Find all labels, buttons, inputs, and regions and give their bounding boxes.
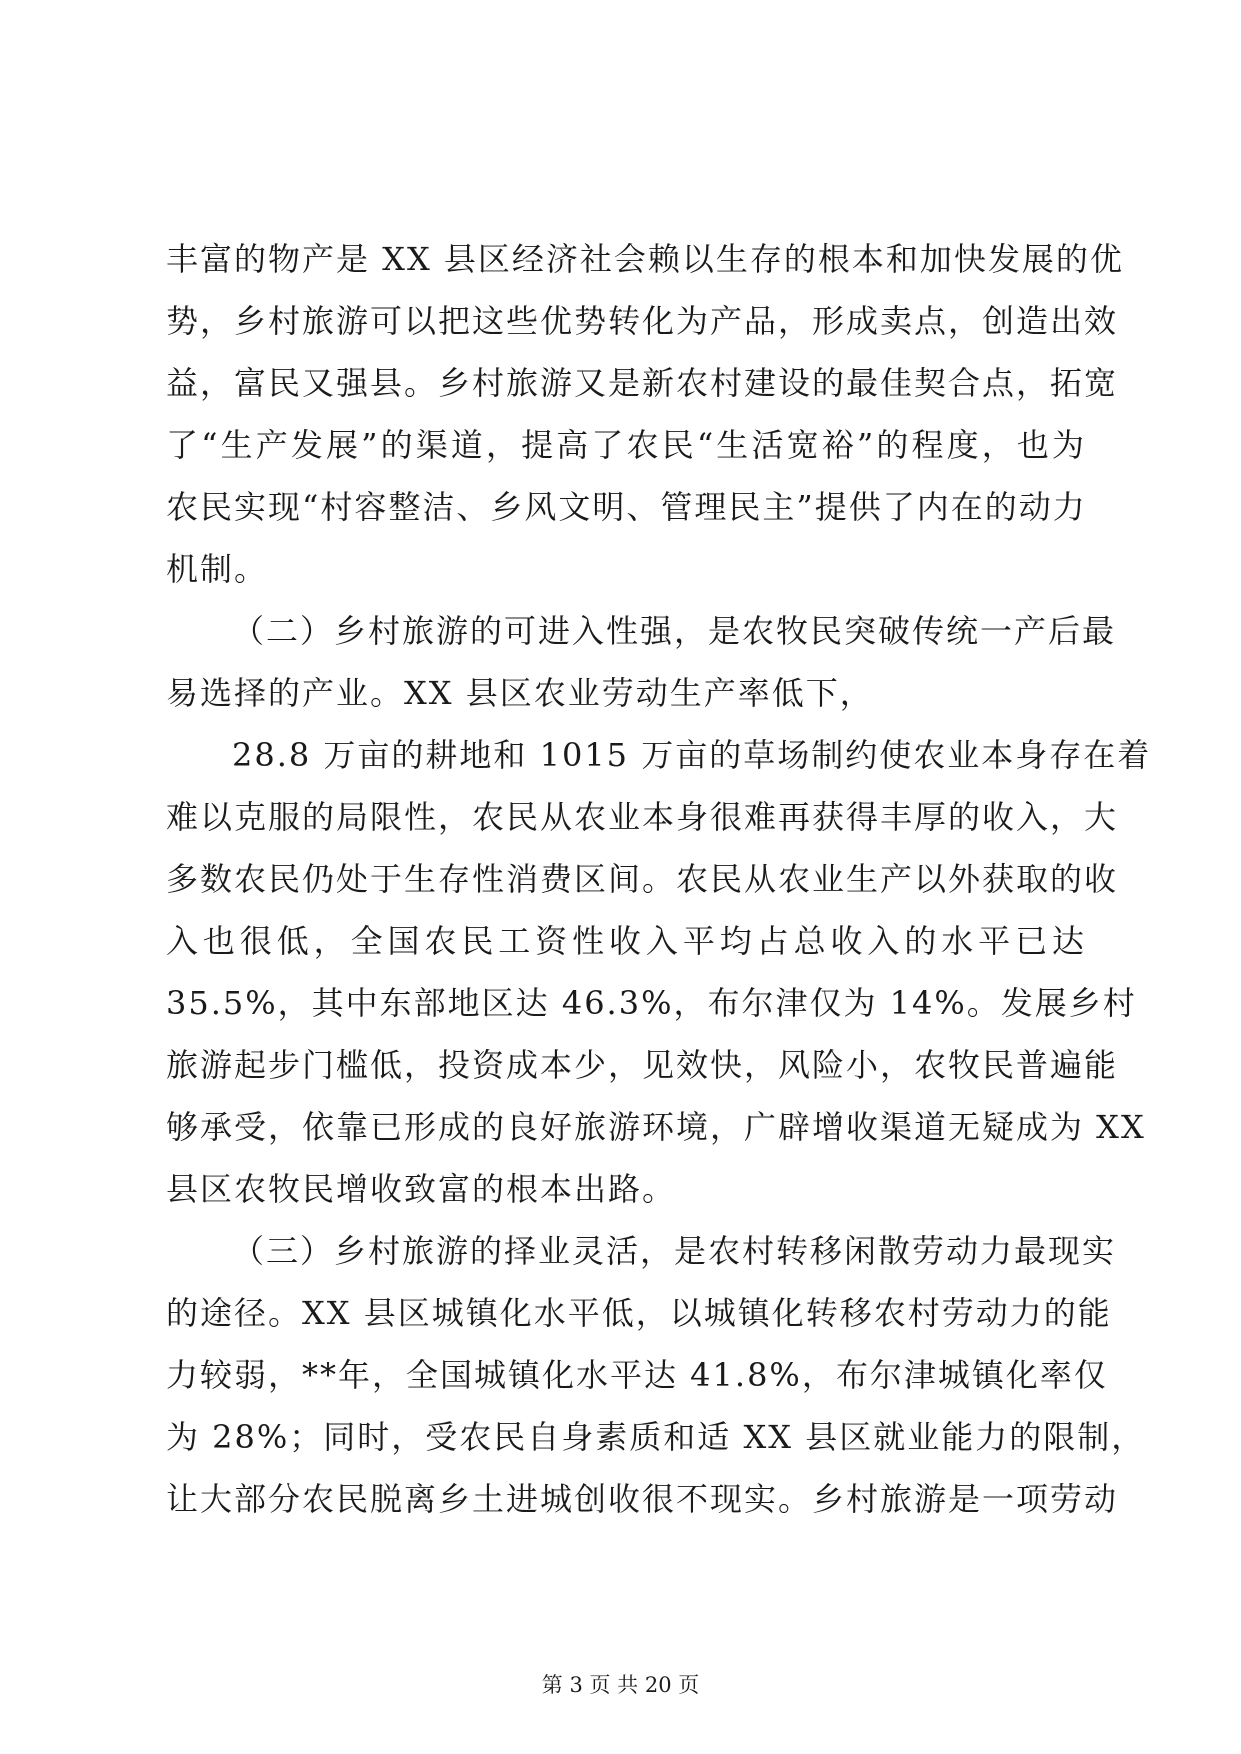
text-line: 易选择的产业。XX 县区农业劳动生产率低下， <box>166 674 874 712</box>
text-line: 益，富民又强县。乡村旅游又是新农村建设的最佳契合点，拓宽 <box>166 364 1119 402</box>
text-line: 多数农民仍处于生存性消费区间。农民从农业生产以外获取的收 <box>166 860 1119 898</box>
text-line: （二）乡村旅游的可进入性强，是农牧民突破传统一产后最 <box>232 612 1117 650</box>
text-line: 势，乡村旅游可以把这些优势转化为产品，形成卖点，创造出效 <box>166 302 1119 340</box>
text-line: 难以克服的局限性，农民从农业本身很难再获得丰厚的收入，大 <box>166 798 1119 836</box>
text-line: 丰富的物产是 XX 县区经济社会赖以生存的根本和加快发展的优 <box>166 240 1124 278</box>
text-line: 机制。 <box>166 550 269 588</box>
text-line: 力较弱，**年，全国城镇化水平达 41.8%，布尔津城镇化率仅 <box>166 1356 1108 1394</box>
text-line: 为 28%；同时，受农民自身素质和适 XX 县区就业能力的限制， <box>166 1418 1146 1456</box>
text-line: 够承受，依靠已形成的良好旅游环境，广辟增收渠道无疑成为 XX <box>166 1108 1146 1146</box>
text-line: 农民实现“村容整洁、乡风文明、管理民主”提供了内在的动力 <box>166 488 1087 526</box>
body-text <box>166 228 1152 1530</box>
text-line: 入也很低，全国农民工资性收入平均占总收入的水平已达 <box>166 922 1086 960</box>
text-line: 旅游起步门槛低，投资成本少，见效快，风险小，农牧民普遍能 <box>166 1046 1119 1084</box>
text-line: 了“生产发展”的渠道，提高了农民“生活宽裕”的程度，也为 <box>166 426 1086 464</box>
text-line: 35.5%，其中东部地区达 46.3%，布尔津仅为 14%。发展乡村 <box>166 984 1137 1022</box>
text-line: 28.8 万亩的耕地和 1015 万亩的草场制约使农业本身存在着 <box>232 736 1152 774</box>
page-number-footer: 第 3 页 共 20 页 <box>541 1673 700 1697</box>
text-line: 的途径。XX 县区城镇化水平低，以城镇化转移农村劳动力的能 <box>166 1294 1112 1332</box>
text-line: 县区农牧民增收致富的根本出路。 <box>166 1170 677 1208</box>
text-line: 让大部分农民脱离乡土进城创收很不现实。乡村旅游是一项劳动 <box>166 1480 1119 1518</box>
text-line: （三）乡村旅游的择业灵活，是农村转移闲散劳动力最现实 <box>232 1232 1117 1270</box>
